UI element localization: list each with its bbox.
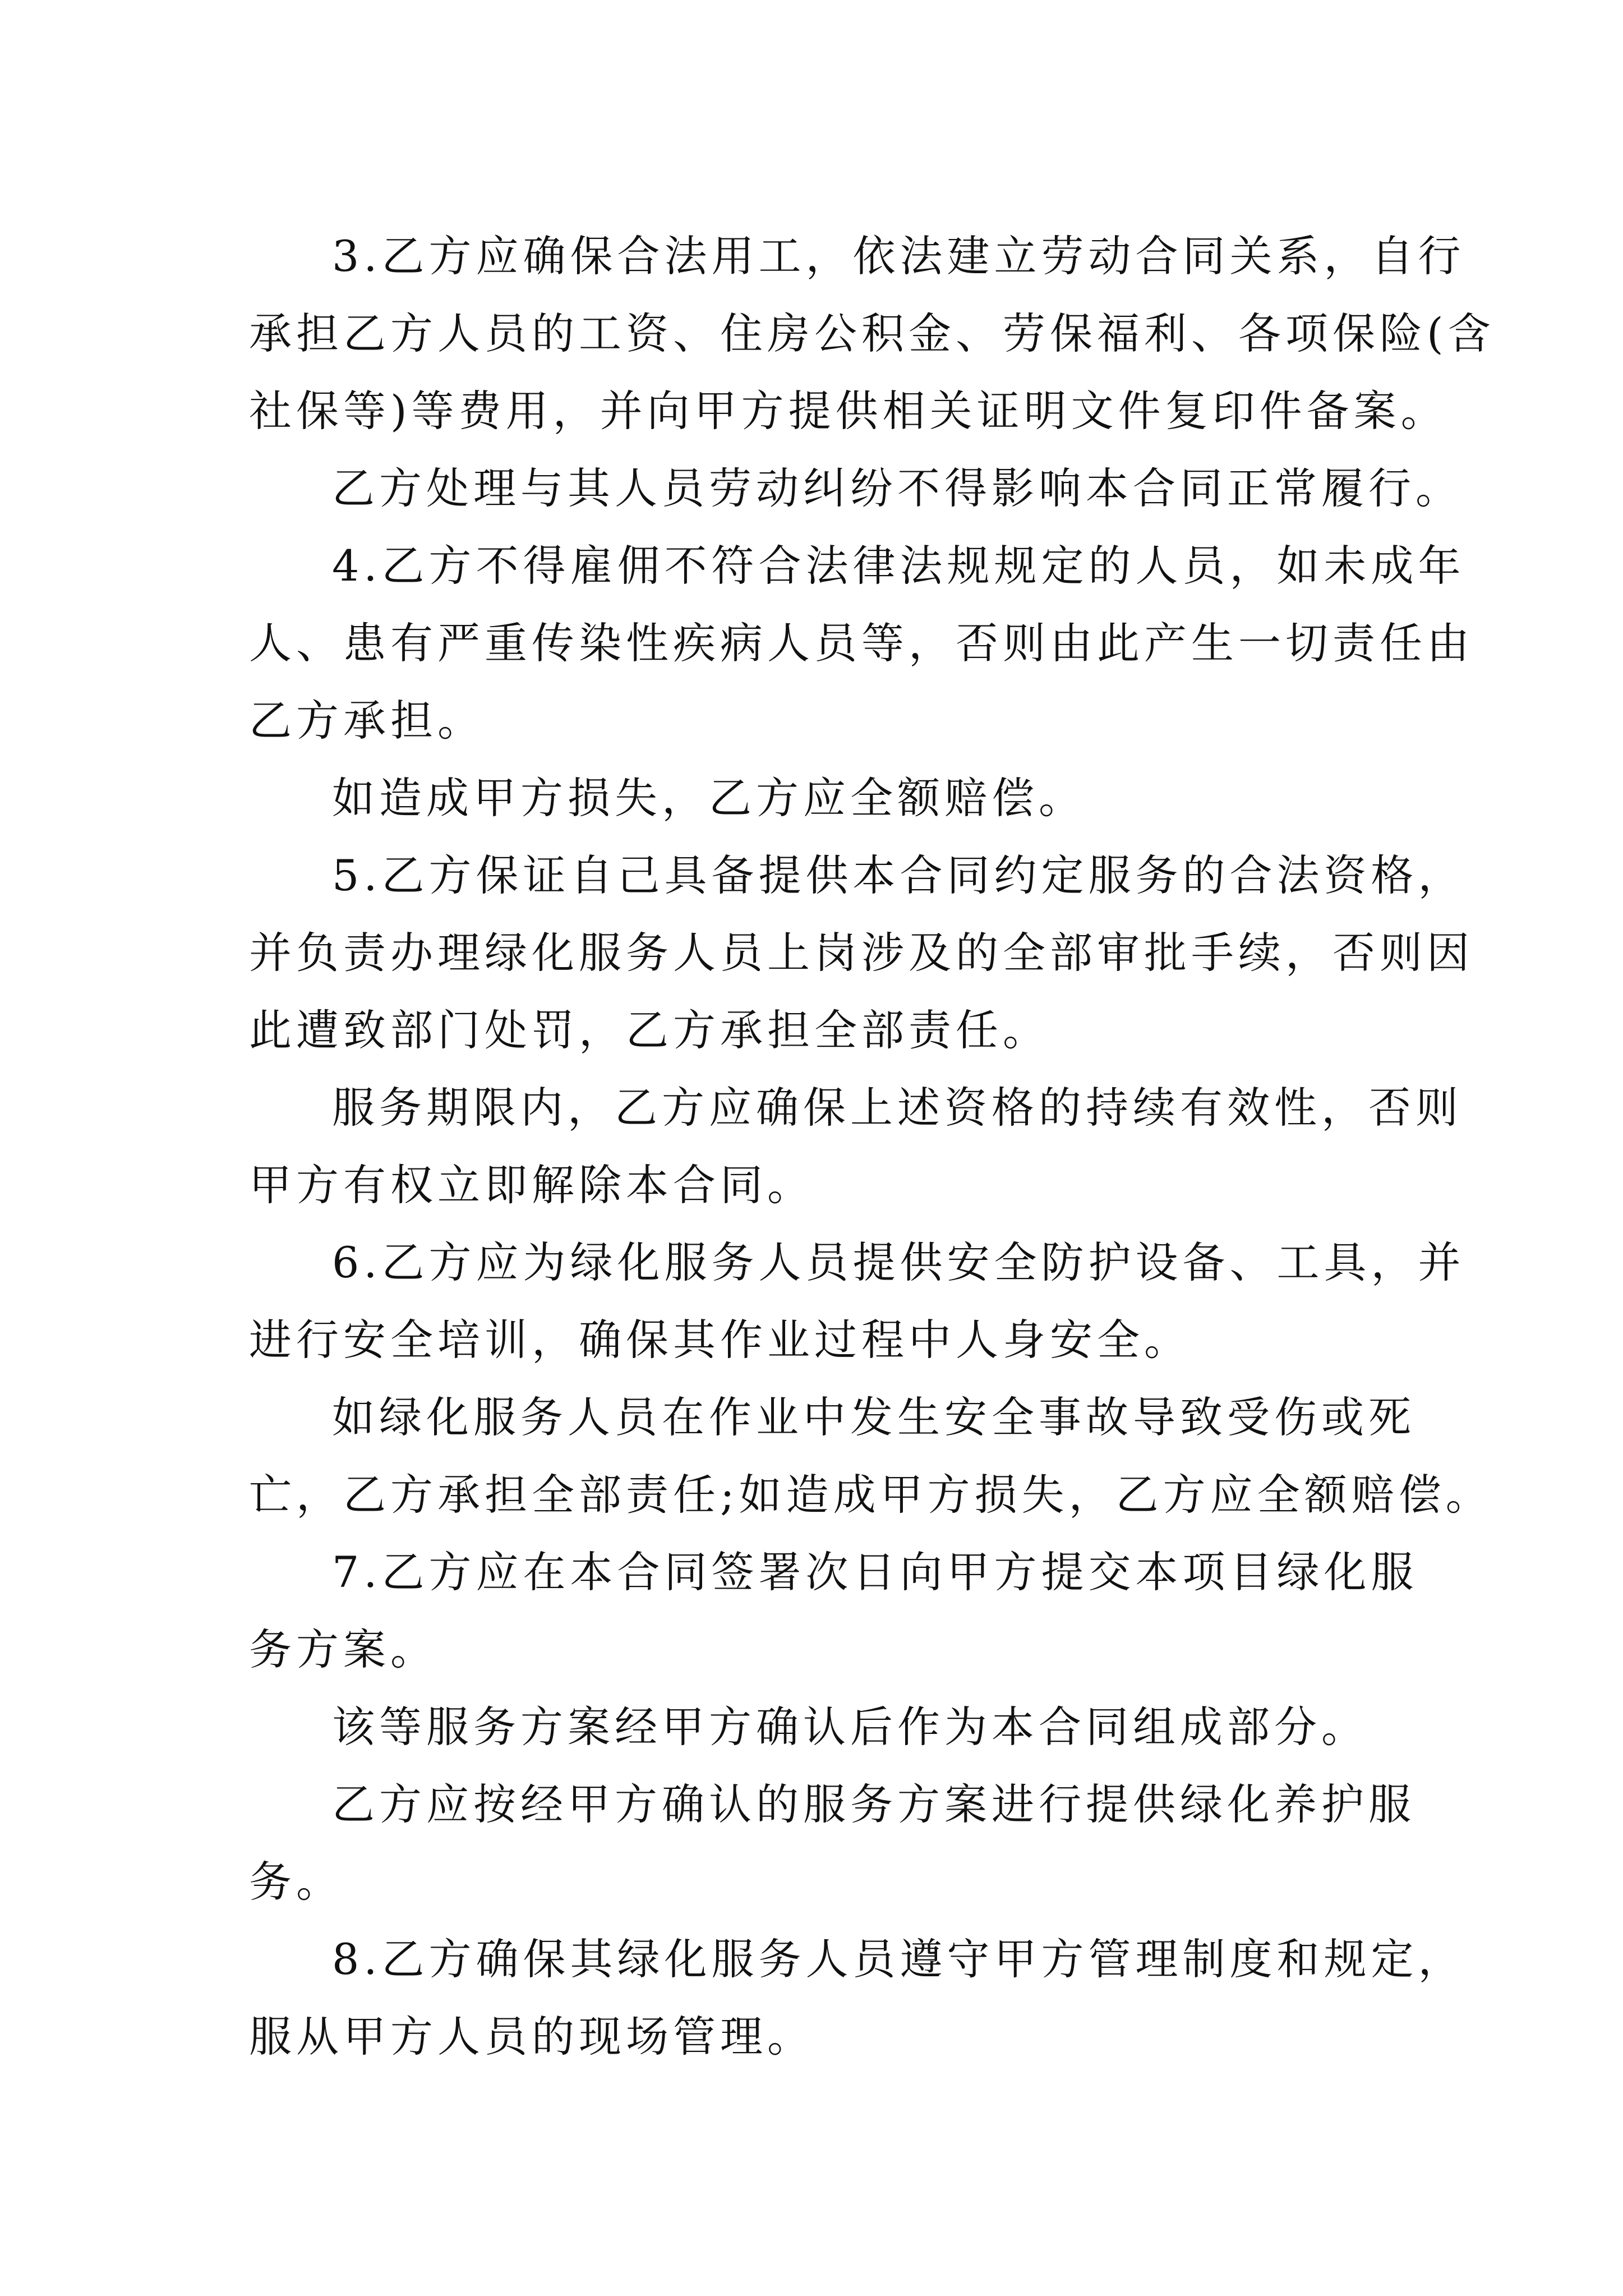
text-line: 如造成甲方损失，乙方应全额赔偿。: [332, 773, 1086, 823]
text-line: 7.乙方应在本合同签署次日向甲方提交本项目绿化服: [332, 1547, 1418, 1597]
text-line: 该等服务方案经甲方确认后作为本合同组成部分。: [332, 1702, 1368, 1752]
text-line: 3.乙方应确保合法用工，依法建立劳动合同关系，自行: [332, 231, 1465, 281]
text-line: 4.乙方不得雇佣不符合法律法规规定的人员，如未成年: [332, 541, 1465, 591]
text-line: 人、患有严重传染性疾病人员等，否则由此产生一切责任由: [249, 618, 1474, 668]
text-line: 承担乙方人员的工资、住房公积金、劳保福利、各项保险(含: [249, 309, 1495, 358]
text-line: 服务期限内，乙方应确保上述资格的持续有效性，否则: [332, 1083, 1463, 1133]
text-line: 如绿化服务人员在作业中发生安全事故导致受伤或死: [332, 1392, 1415, 1442]
text-line: 务方案。: [249, 1625, 437, 1674]
text-line: 服从甲方人员的现场管理。: [249, 2012, 814, 2062]
text-line: 5.乙方保证自己具备提供本合同约定服务的合法资格，: [332, 850, 1465, 900]
text-line: 乙方承担。: [249, 696, 485, 746]
text-line: 6.乙方应为绿化服务人员提供安全防护设备、工具，并: [332, 1237, 1465, 1287]
text-line: 社保等)等费用，并向甲方提供相关证明文件复印件备案。: [249, 386, 1448, 436]
text-line: 8.乙方确保其绿化服务人员遵守甲方管理制度和规定，: [332, 1934, 1465, 1984]
text-line: 务。: [249, 1857, 343, 1907]
text-line: 进行安全培训，确保其作业过程中人身安全。: [249, 1315, 1191, 1365]
text-line: 甲方有权立即解除本合同。: [249, 1160, 814, 1210]
text-line: 并负责办理绿化服务人员上岗涉及的全部审批手续，否则因: [249, 928, 1474, 978]
text-line: 乙方处理与其人员劳动纠纷不得影响本合同正常履行。: [332, 463, 1463, 513]
text-line: 亡，乙方承担全部责任;如造成甲方损失，乙方应全额赔偿。: [249, 1470, 1493, 1520]
text-line: 此遭致部门处罚，乙方承担全部责任。: [249, 1005, 1050, 1055]
text-line: 乙方应按经甲方确认的服务方案进行提供绿化养护服: [332, 1779, 1415, 1829]
